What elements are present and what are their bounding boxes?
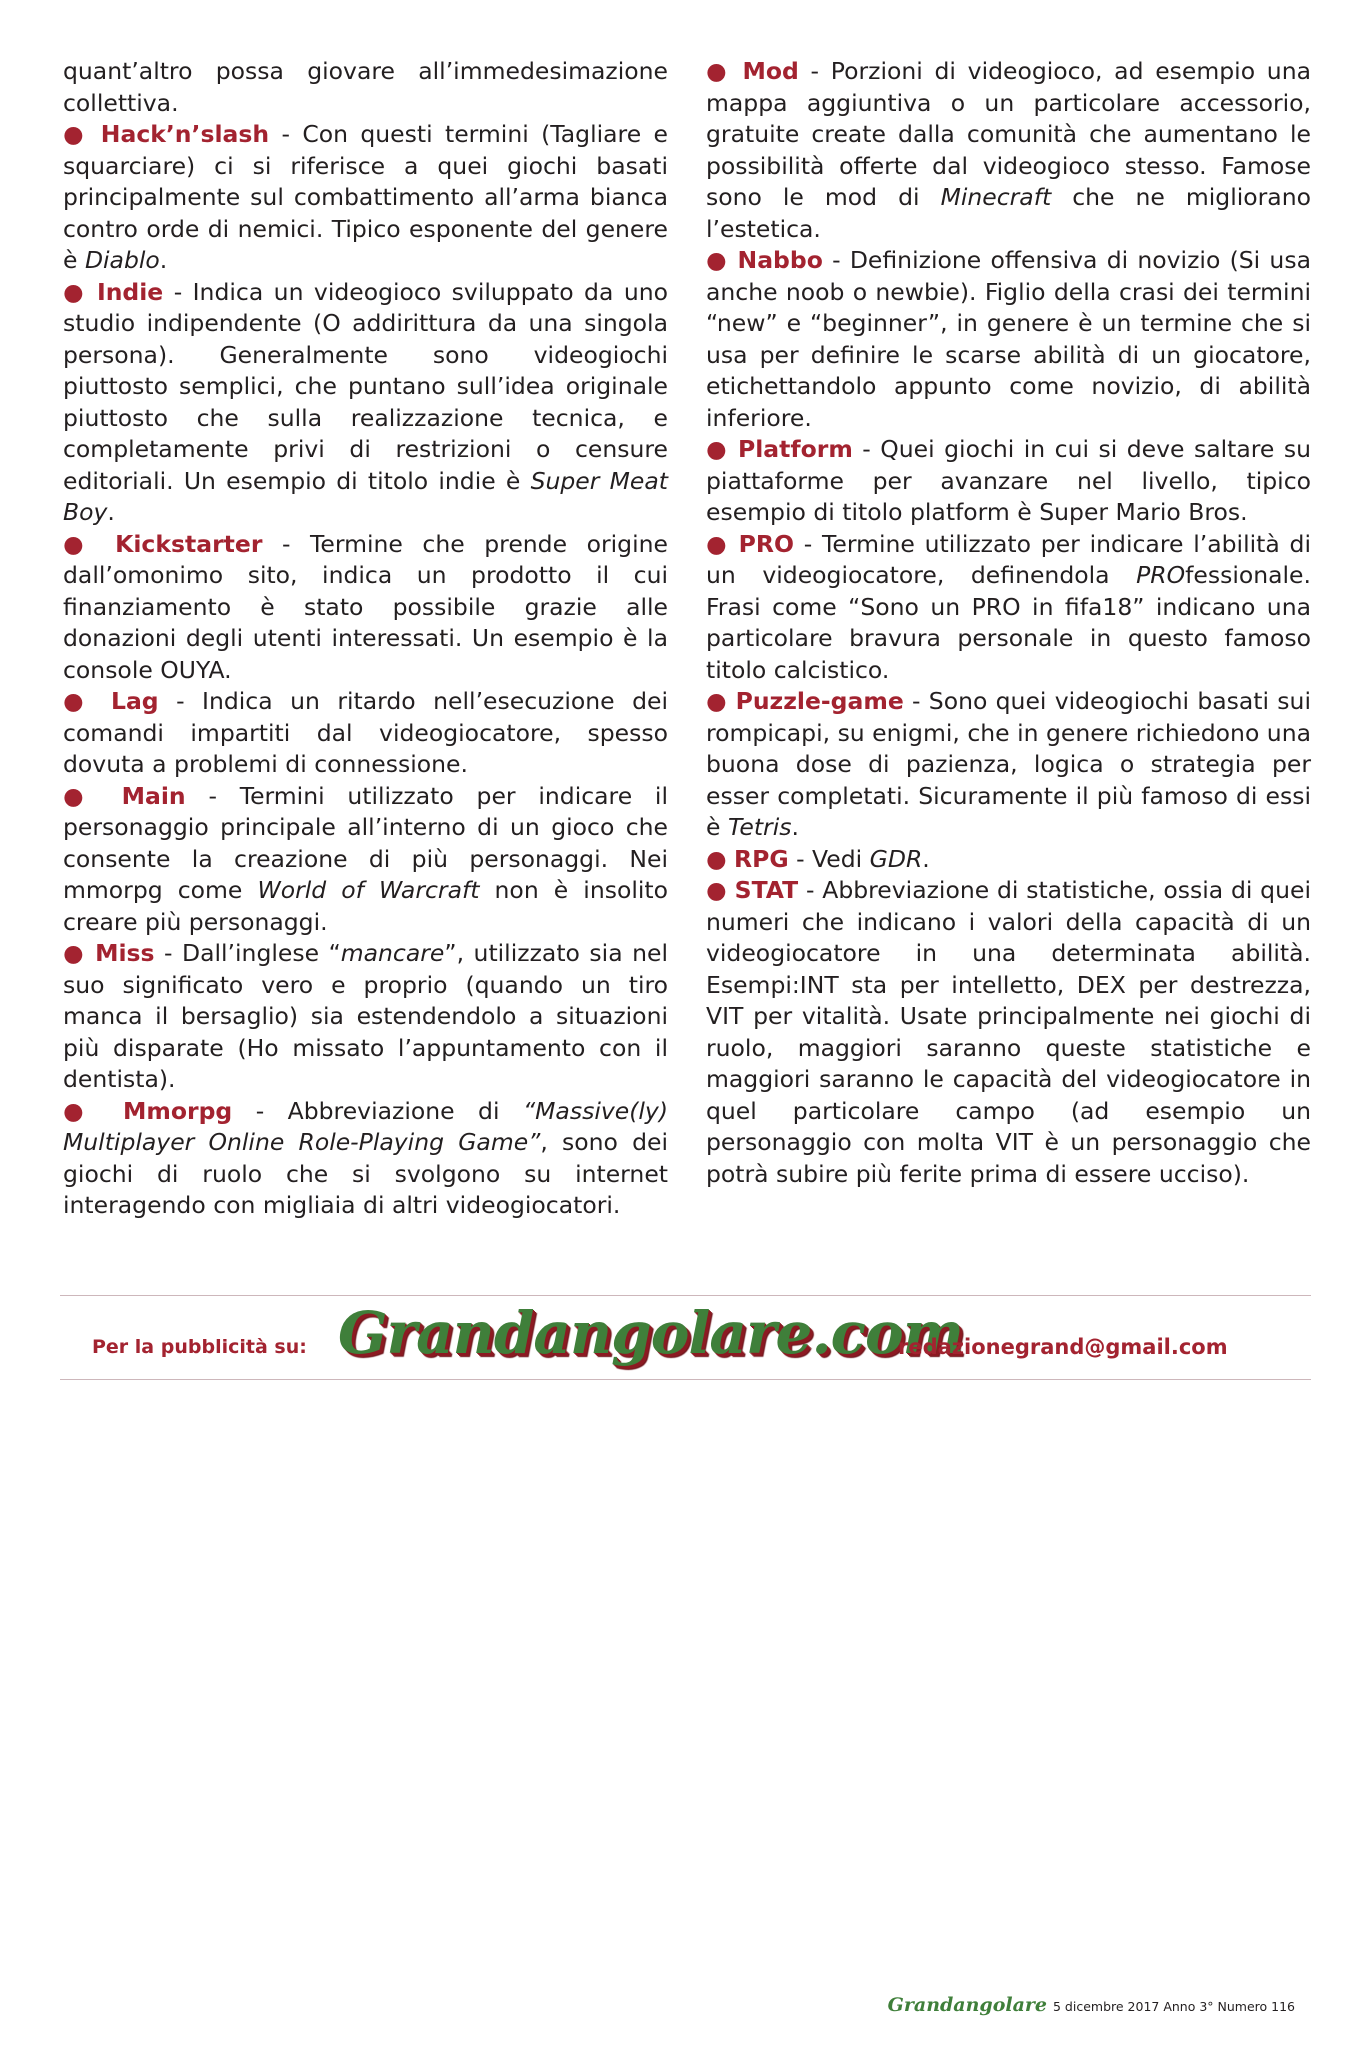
bullet-icon: ● [706,844,727,873]
entry-term: Puzzle-game [735,687,904,715]
footer-issue-info: 5 dicembre 2017 Anno 3° Numero 116 [1053,1999,1295,2014]
advertising-label: Per la pubblicità su: [92,1336,307,1358]
entry-term: Hack’n’slash [100,120,270,148]
glossary-entry-indie: ● Indie - Indica un videogioco sviluppato da uno studio indipendente (O addirittura da una singola persona). Generalmente sono videogiochi piuttosto semplici, che puntano sull’idea originale piuttosto che sulla realizzazione tecnica, e completamente privi di restrizioni o censure editoriali. Un esempio di titolo indie è Super Meat Boy. [63,277,668,526]
glossary-entry-nabbo: ● Nabbo - Definizione offensiva di novizio (Si usa anche noob o newbie). Figlio della crasi dei termini “new” e “beginner”, in genere è un termine che si usa per definire le scarse abilità di un giocatore, etichettandolo appunto come novizio, di abilità inferiore. [706,246,1311,432]
entry-term: Mod [742,57,799,85]
entry-term: Miss [95,939,155,967]
bullet-icon: ● [63,529,96,558]
entry-term: PRO [738,529,794,558]
contact-email: redazionegrand@gmail.com [898,1335,1228,1359]
left-column [63,56,668,1222]
bullet-icon: ● [63,687,94,715]
bullet-icon: ● [706,435,729,463]
glossary-entry-puzzle-game: ● Puzzle-game - Sono quei videogiochi basati sui rompicapi, su enigmi, che in genere richiedono una buona dose di pazienza, logica o strategia per esser completati. Sicuramente il più famoso di essi è Tetris. [706,687,1311,841]
entry-term: Main [121,781,186,810]
bullet-icon: ● [63,781,99,810]
footer-brand: Grandangolare [887,1994,1047,2016]
bullet-icon: ● [63,277,87,306]
entry-term: Platform [738,435,853,463]
entry-term: Mmorpg [122,1096,233,1125]
glossary-entry-hack-n-slash: ● Hack’n’slash - Con questi termini (Tagliare e squarciare) ci si riferisce a quei giochi basati principalmente sul combattimento all’arma bianca contro orde di nemici. Tipico esponente del genere è Diablo. [63,120,668,274]
divider-bottom [60,1379,1311,1380]
glossary-entry-pro: ● PRO - Termine utilizzato per indicare l’abilità di un videogiocatore, definendola PROfessionale. Frasi come “Sono un PRO in fifa18” indicano una particolare bravura personale in questo famoso titolo calcistico. [706,529,1311,684]
glossary-entry-kickstarter: ● Kickstarter - Termine che prende origine dall’omonimo sito, indica un prodotto il cui finanziamento è stato possibile grazie alle donazioni degli utenti interessati. Un esempio è la console OUYA. [63,529,668,684]
glossary-entry-lag: ● Lag - Indica un ritardo nell’esecuzione dei comandi impartiti dal videogiocatore, spesso dovuta a problemi di connessione. [63,687,668,778]
glossary-entry-rpg: ● RPG - Vedi GDR. [706,844,930,873]
glossary-entry-platform: ● Platform - Quei giochi in cui si deve saltare su piattaforme per avanzare nel livello, tipico esempio di titolo platform è Super Mario Bros. [706,435,1311,526]
intro-text: quant’altro possa giovare all’immedesimazione collettiva. [63,57,668,117]
divider-top [60,1295,1311,1296]
entry-term: Nabbo [737,246,823,274]
bullet-icon: ● [706,57,731,85]
bullet-icon: ● [706,529,729,558]
glossary-entry-mod: ● Mod - Porzioni di videogioco, ad esempio una mappa aggiuntiva o un particolare accessorio, gratuite create dalla comunità che aumentano le possibilità offerte dal videogioco stesso. Famose sono le mod di Minecraft che ne migliorano l’estetica. [706,57,1311,243]
entry-term: Indie [96,277,164,306]
bullet-icon: ● [706,687,728,715]
entry-term: RPG [734,844,789,873]
grandangolare-logo: Grandangolare.com [338,1299,964,1367]
entry-term: STAT [734,876,799,904]
glossary-entry-miss: ● Miss - Dall’inglese “mancare”, utilizzato sia nel suo significato vero e proprio (quando un tiro manca il bersaglio) sia estendendolo a situazioni più disparate (Ho missato l’appuntamento con il dentista). [63,939,668,1093]
bullet-icon: ● [63,120,89,148]
page-footer [888,1994,1295,2016]
entry-term: Kickstarter [115,529,263,558]
bullet-icon: ● [63,939,86,967]
glossary-entry-stat: ● STAT - Abbreviazione di statistiche, ossia di quei numeri che indicano i valori della capacità di un videogiocatore in una determinata abilità. Esempi:INT sta per intelletto, DEX per destrezza, VIT per vitalità. Usate principalmente nei giochi di ruolo, maggiori saranno queste statistiche e maggiori saranno le capacità del videogiocatore in quel particolare campo (ad esempio un personaggio con molta VIT è un personaggio che potrà subire più ferite prima di essere ucciso). [706,876,1311,1188]
bullet-icon: ● [63,1096,100,1125]
bullet-icon: ● [706,246,729,274]
glossary-entry-main: ● Main - Termini utilizzato per indicare il personaggio principale all’interno di un gioco che consente la creazione di più personaggi. Nei mmorpg come World of Warcraft non è insolito creare più personaggi. [63,781,669,936]
entry-term: Lag [110,687,159,715]
bullet-icon: ● [706,876,727,904]
right-column [706,56,1311,1190]
glossary-entry-mmorpg: ● Mmorpg - Abbreviazione di “Massive(ly) Multiplayer Online Role-Playing Game”, sono dei giochi di ruolo che si svolgono su internet interagendo con migliaia di altri videogiocatori. [63,1096,668,1219]
